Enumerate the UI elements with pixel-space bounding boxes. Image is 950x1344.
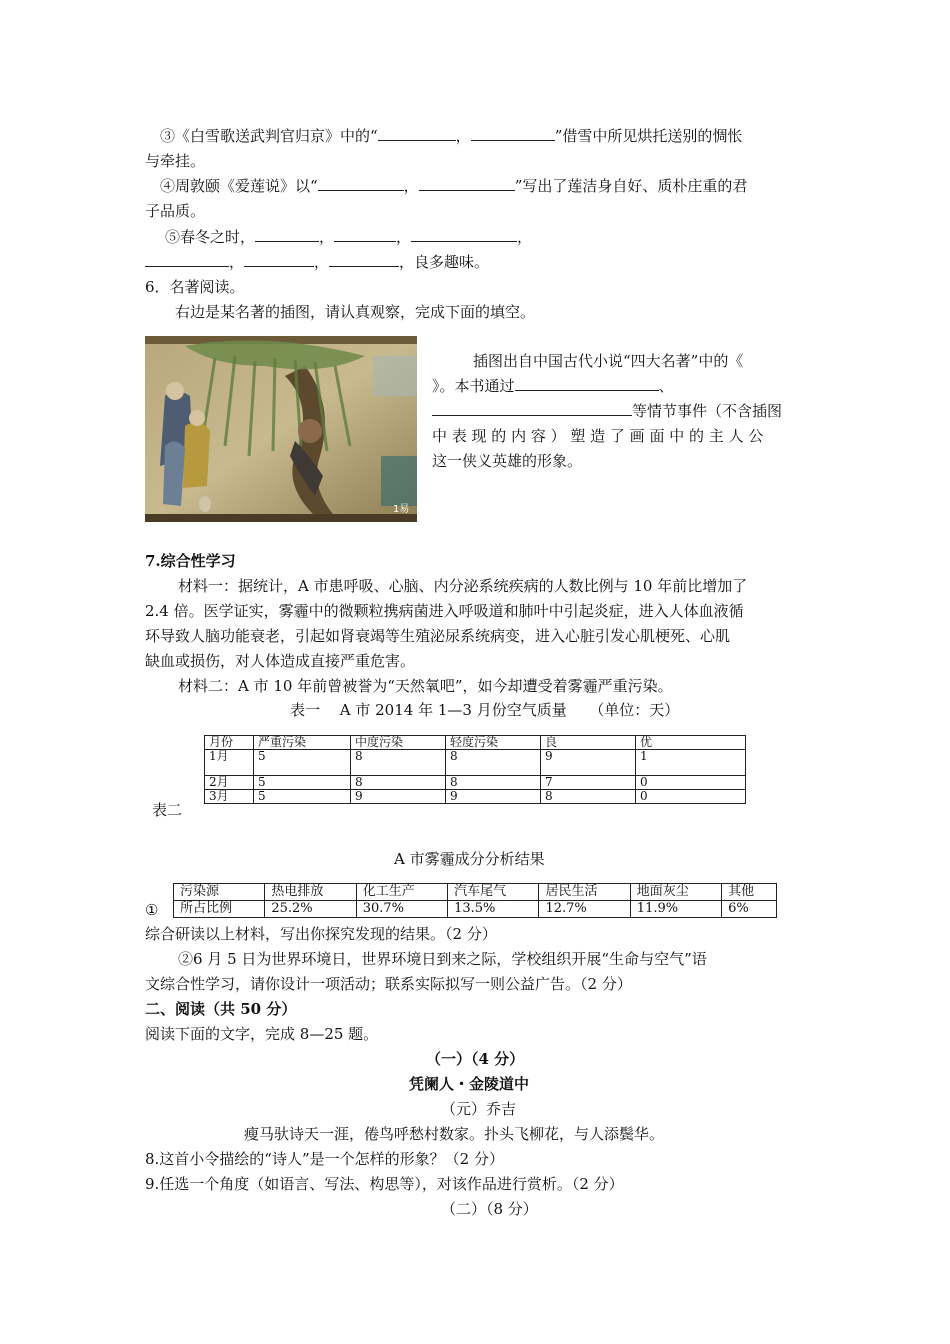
answer-blank[interactable] (329, 252, 399, 267)
table-cell: 8 (446, 750, 541, 776)
poem-author: （元）乔吉 (441, 1100, 517, 1118)
q7-task1: 综合研读以上材料，写出你探究发现的结果。（2 分） (145, 925, 497, 943)
answer-blank[interactable] (378, 126, 456, 141)
q7-material2: 材料二：A 市 10 年前曾被誉为“天然氧吧”，如今却遭受着雾霾严重污染。 (178, 677, 673, 695)
q5-item3-line2: 与牵挂。 (145, 152, 206, 170)
question-8: 8.这首小令描绘的“诗人”是一个怎样的形象？（2 分） (145, 1150, 504, 1168)
q6-title: 6．名著阅读。 (145, 278, 245, 296)
poem-title: 凭阑人・金陵道中 (409, 1075, 530, 1093)
table-header-cell: 良 (541, 736, 636, 750)
q7-task2-line1: ②6 月 5 日为世界环境日，世界环境日到来之际，学校组织开展“生命与空气”语 (178, 950, 707, 968)
table-cell: 所占比例 (174, 901, 265, 918)
table-header-row (174, 884, 777, 901)
answer-blank[interactable] (318, 176, 404, 191)
part2-instructions: 阅读下面的文字，完成 8—25 题。 (145, 1025, 379, 1043)
table-cell: 30.7% (356, 901, 447, 918)
q7-material1-line3: 环导致人脑功能衰老，引起如肾衰竭等生殖泌尿系统病变，进入心脏引发心肌梗死、心肌 (145, 627, 731, 645)
question-9: 9.任选一个角度（如语言、写法、构思等），对该作品进行赏析。（2 分） (145, 1175, 624, 1193)
circled-one-mark: ① (145, 901, 159, 919)
table2-caption: A 市雾霾成分分析结果 (394, 850, 545, 868)
table-row (205, 776, 746, 790)
table-cell: 8 (541, 790, 636, 804)
answer-blank[interactable] (334, 227, 396, 242)
q5-item4-line2: 子品质。 (145, 202, 206, 220)
table-header-cell: 优 (636, 736, 746, 750)
table-cell: 13.5% (448, 901, 539, 918)
table-cell: 5 (254, 776, 351, 790)
table-cell: 2月 (205, 776, 254, 790)
q5-item5-line1: ⑤春冬之时， ， ， ， (165, 228, 533, 246)
illustration-svg (145, 336, 417, 522)
table-cell: 11.9% (630, 901, 721, 918)
q6-intro: 右边是某名著的插图，请认真观察，完成下面的填空。 (175, 303, 536, 321)
q5-item3-line1: ③《白雪歌送武判官归京》中的“ ， ”借雪中所见烘托送别的惆怅 (160, 127, 743, 145)
q5-item4-line1: ④周敦颐《爱莲说》以“ ， ”写出了莲洁身自好、质朴庄重的君 (160, 177, 748, 195)
table-cell: 8 (446, 776, 541, 790)
table-header-cell: 居民生活 (539, 884, 630, 901)
answer-blank[interactable] (411, 227, 517, 242)
table-row (205, 750, 746, 776)
table-header-cell: 中度污染 (351, 736, 446, 750)
q6-line3: 等情节事件（不含插图 (432, 401, 782, 421)
table-cell: 5 (254, 790, 351, 804)
table-cell: 25.2% (265, 901, 356, 918)
q6-line2: 》。本书通过 、 (432, 377, 674, 395)
table-row (205, 790, 746, 804)
answer-blank[interactable] (471, 126, 555, 141)
air-quality-table (204, 735, 746, 804)
table-header-cell: 污染源 (174, 884, 265, 901)
table-cell: 1 (636, 750, 746, 776)
novel-illustration (145, 336, 417, 522)
q7-material1-line4: 缺血或损伤，对人体造成直接严重危害。 (145, 652, 416, 670)
table-cell: 9 (541, 750, 636, 776)
table-header-cell: 热电排放 (265, 884, 356, 901)
part2-title: 二、阅读（共 50 分） (145, 1000, 297, 1018)
table-cell: 7 (541, 776, 636, 790)
watermark: 1易 (393, 504, 410, 515)
q7-task2-line2: 文综合性学习，请你设计一项活动；联系实际拟写一则公益广告。（2 分） (145, 975, 632, 993)
table-header-cell: 地面灰尘 (630, 884, 721, 901)
answer-blank[interactable] (145, 252, 229, 267)
q7-material1-line1: 材料一：据统计，A 市患呼吸、心脑、内分泌系统疾病的人数比例与 10 年前比增加了 (178, 577, 748, 595)
section-two-heading: （二）（8 分） (441, 1200, 538, 1218)
table-header-cell: 严重污染 (254, 736, 351, 750)
poem-body: 瘦马驮诗天一涯，倦鸟呼愁村数家。扑头飞柳花，与人添鬓华。 (244, 1125, 665, 1143)
table-header-cell: 化工生产 (356, 884, 447, 901)
table-cell: 0 (636, 776, 746, 790)
answer-blank[interactable] (255, 227, 319, 242)
answer-blank[interactable] (244, 252, 314, 267)
table-cell: 5 (254, 750, 351, 776)
q6-line4: 中 表 现 的 内 容 ） 塑 造 了 画 面 中 的 主 人 公 (432, 427, 764, 445)
table-row (174, 901, 777, 918)
table-cell: 6% (722, 901, 777, 918)
table-header-cell: 月份 (205, 736, 254, 750)
table-header-row (205, 736, 746, 750)
table-header-cell: 轻度污染 (446, 736, 541, 750)
table-cell: 0 (636, 790, 746, 804)
smog-composition-table (173, 883, 777, 918)
answer-blank[interactable] (515, 376, 659, 391)
section-one-heading: （一）（4 分） (426, 1050, 525, 1068)
q6-line1: 插图出自中国古代小说“四大名著”中的《 (473, 352, 744, 370)
table-cell: 1月 (205, 750, 254, 776)
q6-line5: 这一侠义英雄的形象。 (432, 452, 583, 470)
table-cell: 8 (351, 750, 446, 776)
answer-blank[interactable] (432, 401, 632, 416)
table-cell: 3月 (205, 790, 254, 804)
q7-material1-line2: 2.4 倍。医学证实，雾霾中的微颗粒携病菌进入呼吸道和肺叶中引起炎症，进入人体血液循 (145, 602, 744, 620)
table-cell: 9 (446, 790, 541, 804)
q5-item5-line2: ， ， ，良多趣味。 (145, 252, 489, 272)
table-cell: 8 (351, 776, 446, 790)
q7-title: 7.综合性学习 (145, 552, 236, 570)
table-cell: 9 (351, 790, 446, 804)
table2-label: 表二 (152, 801, 183, 819)
table-cell: 12.7% (539, 901, 630, 918)
answer-blank[interactable] (419, 176, 515, 191)
table-header-cell: 汽车尾气 (448, 884, 539, 901)
table-header-cell: 其他 (722, 884, 777, 901)
table1-caption: 表一 A 市 2014 年 1—3 月份空气质量 （单位：天） (290, 701, 680, 719)
